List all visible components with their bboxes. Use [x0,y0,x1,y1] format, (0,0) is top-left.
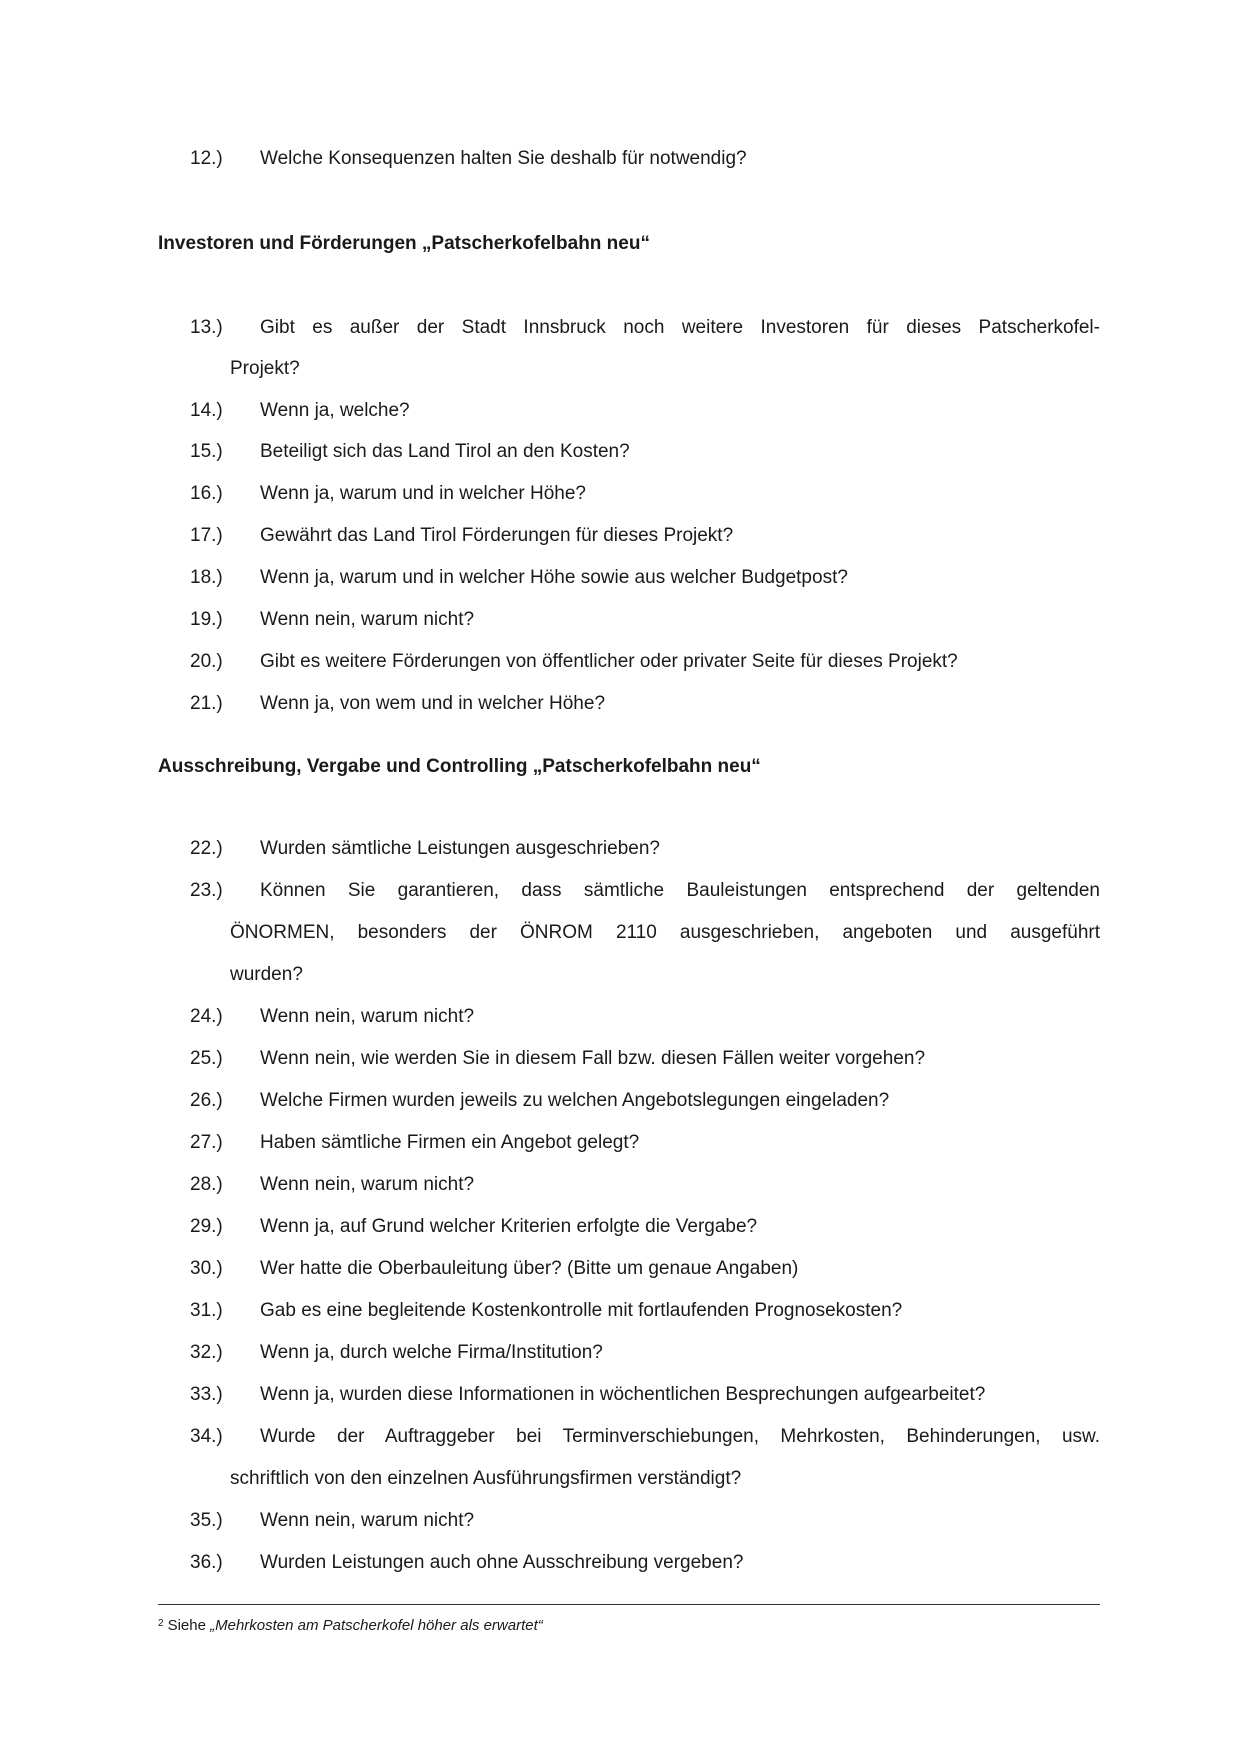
question-text: Wenn ja, warum und in welcher Höhe? [260,483,586,504]
question-text: Welche Konsequenzen halten Sie deshalb für notwendig? [260,148,747,169]
question-35 [190,1511,1100,1530]
question-number: 13.) [190,317,223,338]
question-29 [190,1217,1100,1236]
footnote-separator [158,1604,1100,1605]
question-number: 34.) [190,1426,223,1447]
question-36 [190,1553,1100,1572]
section-heading-tender: Ausschreibung, Vergabe und Controlling „Patscherkofelbahn neu“ [158,756,761,777]
question-text: Gibt es weitere Förderungen von öffentlicher oder privater Seite für dieses Projekt? [260,651,958,672]
question-number: 35.) [190,1510,223,1531]
question-number: 25.) [190,1048,223,1069]
question-number: 31.) [190,1300,223,1321]
footnote-marker: 2 [158,1618,164,1629]
question-number: 30.) [190,1258,223,1279]
footnote-title: „Mehrkosten am Patscherkofel höher als erwartet“ [210,1617,543,1634]
question-text: Gewährt das Land Tirol Förderungen für dieses Projekt? [260,525,734,546]
question-text: Wenn nein, warum nicht? [260,1510,475,1531]
question-26 [190,1091,1100,1110]
question-25 [190,1049,1100,1068]
question-text-continuation: wurden? [230,964,303,985]
question-number: 19.) [190,609,223,630]
question-number: 20.) [190,651,223,672]
question-text: Wenn ja, wurden diese Informationen in wöchentlichen Besprechungen aufgearbeitet? [260,1384,986,1405]
question-19 [190,610,1100,629]
question-text: Beteiligt sich das Land Tirol an den Kosten? [260,441,630,462]
question-number: 26.) [190,1090,223,1111]
question-text: Welche Firmen wurden jeweils zu welchen Angebotslegungen eingeladen? [260,1090,890,1111]
question-27 [190,1133,1100,1152]
question-12 [190,149,1100,168]
question-18 [190,568,1100,587]
question-text: Wenn ja, auf Grund welcher Kriterien erfolgte die Vergabe? [260,1216,758,1237]
question-number: 28.) [190,1174,223,1195]
footnote-prefix: Siehe [167,1617,211,1634]
question-number: 22.) [190,838,223,859]
question-17 [190,526,1100,545]
question-number: 29.) [190,1216,223,1237]
question-20 [190,652,1100,671]
question-text-continuation: schriftlich von den einzelnen Ausführungsfirmen verständigt? [230,1468,742,1489]
question-text: Wenn nein, warum nicht? [260,1174,475,1195]
question-number: 23.) [190,880,223,901]
question-text: Wurde der Auftraggeber bei Terminverschiebungen, Mehrkosten, Behinderungen, usw. [260,1426,1100,1447]
question-14 [190,401,1100,420]
question-text: Wer hatte die Oberbauleitung über? (Bitte um genaue Angaben) [260,1258,799,1279]
question-text-continuation: Projekt? [230,358,300,379]
question-32 [190,1343,1100,1362]
question-number: 14.) [190,400,223,421]
section-heading-investors: Investoren und Förderungen „Patscherkofelbahn neu“ [158,233,650,254]
question-number: 15.) [190,441,223,462]
question-text: Wenn nein, warum nicht? [260,609,475,630]
question-number: 17.) [190,525,223,546]
question-number: 16.) [190,483,223,504]
question-21 [190,694,1100,713]
question-number: 36.) [190,1552,223,1573]
question-28 [190,1175,1100,1194]
question-33 [190,1385,1100,1404]
question-15 [190,442,1100,461]
question-number: 18.) [190,567,223,588]
question-text: Wenn ja, warum und in welcher Höhe sowie aus welcher Budgetpost? [260,567,848,588]
question-text: Wenn ja, welche? [260,400,410,421]
question-23 [190,880,1100,985]
question-number: 24.) [190,1006,223,1027]
question-22 [190,839,1100,858]
question-number: 33.) [190,1384,223,1405]
question-text: Wenn ja, durch welche Firma/Institution? [260,1342,603,1363]
question-text: Wurden sämtliche Leistungen ausgeschrieben? [260,838,660,859]
question-30 [190,1259,1100,1278]
question-31 [190,1301,1100,1320]
question-text: Haben sämtliche Firmen ein Angebot gelegt? [260,1132,640,1153]
question-number: 27.) [190,1132,223,1153]
question-34 [190,1426,1100,1489]
question-number: 32.) [190,1342,223,1363]
question-text: Wenn nein, warum nicht? [260,1006,475,1027]
question-text: Können Sie garantieren, dass sämtliche Bauleistungen entsprechend der geltenden [260,880,1100,901]
question-text: Wenn nein, wie werden Sie in diesem Fall bzw. diesen Fällen weiter vorgehen? [260,1048,926,1069]
question-text: Gab es eine begleitende Kostenkontrolle mit fortlaufenden Prognosekosten? [260,1300,903,1321]
question-number: 21.) [190,693,223,714]
question-13 [190,317,1100,379]
question-text: Gibt es außer der Stadt Innsbruck noch weitere Investoren für dieses Patscherkofel- [260,317,1100,338]
question-number: 12.) [190,148,223,169]
question-16 [190,484,1100,503]
footnote [158,1617,543,1635]
question-text-continuation: ÖNORMEN, besonders der ÖNROM 2110 ausgeschrieben, angeboten und ausgeführt [230,922,1100,943]
question-text: Wenn ja, von wem und in welcher Höhe? [260,693,606,714]
question-text: Wurden Leistungen auch ohne Ausschreibung vergeben? [260,1552,744,1573]
question-24 [190,1007,1100,1026]
